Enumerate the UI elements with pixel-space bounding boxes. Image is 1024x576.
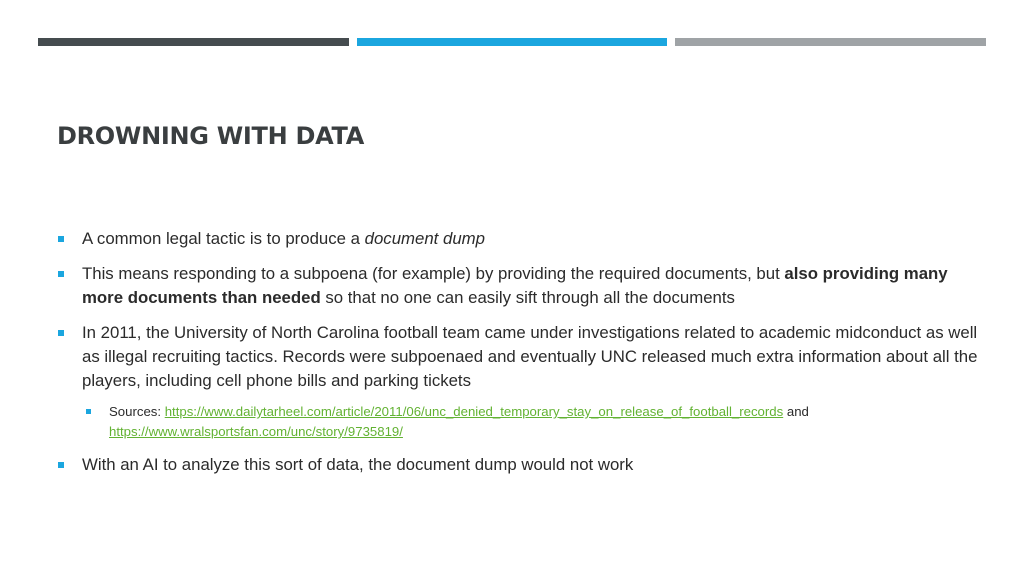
bullet-square-icon <box>58 271 64 277</box>
source-link-wralsportsfan[interactable]: https://www.wralsportsfan.com/unc/story/9735819/ <box>109 424 403 439</box>
bullet-emphasis: document dump <box>364 229 485 248</box>
bullet-text: With an AI to analyze this sort of data, the document dump would not work <box>82 455 634 474</box>
bullet-square-icon <box>58 462 64 468</box>
bullet-item <box>57 321 987 393</box>
top-accent-bars <box>38 38 986 46</box>
sources-connector: and <box>783 404 809 419</box>
sub-bullet-square-icon <box>86 409 91 414</box>
accent-bar-blue <box>357 38 667 46</box>
bullet-text: In 2011, the University of North Carolina football team came under investigations related to academic midconduct as well as illegal recruiting tactics. Records were subpoenaed and eventually UNC released much extra information about all the players, including cell phone bills and parking tickets <box>82 323 978 390</box>
bullet-text: This means responding to a subpoena (for example) by providing the required documents, but <box>82 264 785 283</box>
slide-content <box>57 227 987 488</box>
source-link-dailytarheel[interactable]: https://www.dailytarheel.com/article/2011/06/unc_denied_temporary_stay_on_release_of_football_records <box>164 404 784 419</box>
bullet-square-icon <box>58 236 64 242</box>
bullet-square-icon <box>58 330 64 336</box>
bullet-item <box>57 453 987 477</box>
bullet-item <box>57 262 987 310</box>
accent-bar-dark <box>38 38 349 46</box>
bullet-text: A common legal tactic is to produce a <box>82 229 365 248</box>
sub-bullet-sources <box>57 402 987 442</box>
slide-title: DROWNING WITH DATA <box>57 122 364 150</box>
accent-bar-gray <box>675 38 986 46</box>
bullet-bold: also providing many more documents than needed <box>82 264 948 307</box>
sources-label: Sources: <box>109 404 165 419</box>
bullet-text-after: so that no one can easily sift through all the documents <box>320 288 735 307</box>
bullet-item <box>57 227 987 251</box>
